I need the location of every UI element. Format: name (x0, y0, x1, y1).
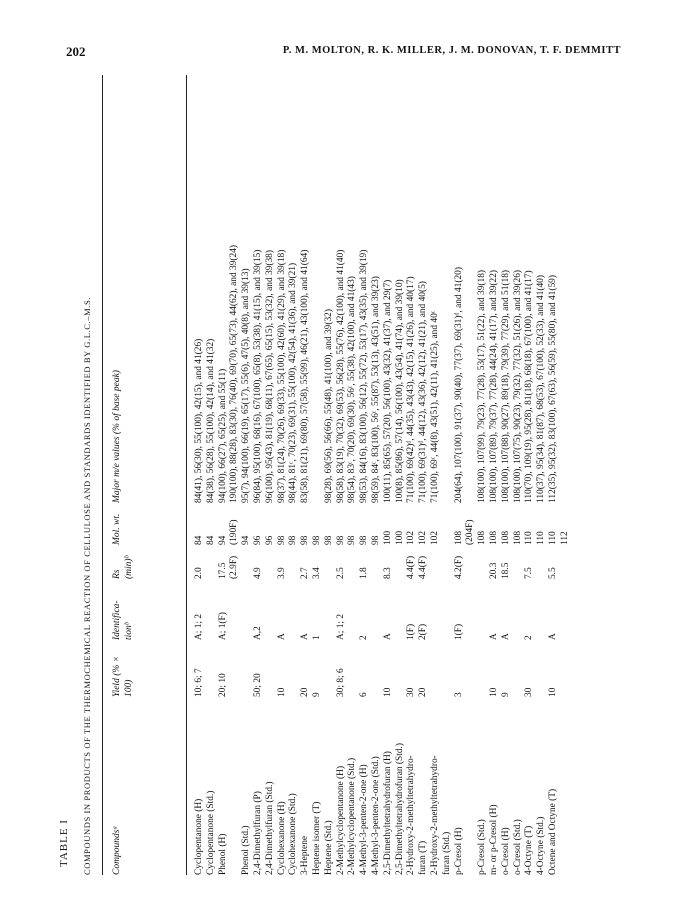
compound-cell: Cyclohexanone (H) (276, 801, 287, 875)
compound-cell: 2,4-Dimethylfuran (P) (252, 791, 263, 875)
mol-wt-cell: 100 (382, 530, 393, 545)
header-rs: Rs (min)ᵇ (112, 555, 134, 579)
page-number: 202 (66, 44, 86, 59)
table-row (418, 75, 430, 875)
identification-cell: A (488, 633, 499, 640)
compound-cell: 2,5-Dimethyltetrahydrofuran (H) (382, 751, 393, 875)
rs-cell: 4.4(F) (406, 555, 417, 579)
compound-cell: Cyclohexanone (Std.) (288, 793, 299, 875)
mol-wt-cell: 98 (323, 535, 334, 545)
compound-cell: 4-Methyl-3-penten-2-one (Std.) (370, 756, 381, 875)
mol-wt-cell: 110 (524, 531, 535, 545)
identification-cell: A,2 (252, 626, 263, 640)
table-row (277, 75, 289, 875)
compound-cell: 3-Heptene (300, 835, 311, 875)
mol-wt-cell: 96 (252, 535, 263, 545)
yield-cell: 20; 10 (217, 673, 228, 697)
mz-cell: 110(37), 95(34), 81(87), 68(53), 67(100), 52(33), and 41(40) (536, 275, 547, 503)
header-identification: Identifica-tionᵇ (112, 600, 134, 640)
mz-cell: 100(11), 85(65), 57(20), 56(100), 43(32), 41(37), and 29(7) (382, 279, 393, 503)
table-row (300, 75, 312, 875)
mol-wt-cell: 84 (205, 535, 216, 545)
rs-cell: 8.3 (382, 567, 393, 579)
compound-cell: 2,5-Dimethyltetrahydrofuran (Std.) (394, 743, 405, 875)
rs-cell: 1.8 (359, 567, 370, 579)
yield-cell: 10 (488, 687, 499, 697)
yield-cell: 10; 6; 7 (194, 668, 204, 697)
mol-wt-cell: 110 (547, 531, 558, 545)
compound-cell: furan (Std.) (441, 831, 452, 875)
compound-cell: 2-Hydroxy-2-methyltetrahydro- (406, 755, 417, 875)
yield-cell: 30 (524, 687, 535, 697)
mz-cell: 71(100), 69ᶜ, 44(8), 43(51), 42(11), 41(25), and 40ᶜ (429, 310, 440, 503)
mol-wt-cell: 98 (288, 535, 299, 545)
rs-cell: 17.5 (217, 562, 228, 579)
compound-cell: 2,4-Dimethylfuran (Std.) (264, 781, 275, 875)
mol-wt-cell: 98 (370, 535, 381, 545)
table-row (288, 75, 300, 875)
mz-cell: 96(84), 95(100), 68(16), 67(100), 65(8), 53(38), 41(15), and 39(15) (252, 249, 263, 503)
header-mz: Major m/e values (% of base peak) (112, 370, 122, 503)
mol-wt-cell: 94 (217, 535, 228, 545)
mz-cell: 96(100), 95(43), 81(19), 68(11), 67(65), 65(15), 53(32), and 39(38) (264, 250, 275, 503)
mol-wt-cell: (190F) (229, 519, 240, 545)
mol-wt-cell: 108 (488, 530, 499, 545)
mz-cell: 190(100), 88(28), 83(30), 76(40), 69(70), 65(73), 44(62), and 39(24) (229, 244, 240, 503)
rs-cell: 2.5 (335, 567, 346, 579)
mz-cell: 98(37), 81(24), 70(26), 69(33), 55(100), 42(60), 41(29), and 39(18) (276, 249, 287, 503)
table-row (477, 75, 489, 875)
identification-cell: A (300, 633, 311, 640)
header-rule (186, 75, 187, 875)
yield-cell: 3 (453, 692, 464, 697)
table-row (383, 75, 395, 875)
mol-wt-cell: 102 (406, 530, 417, 545)
yield-cell: 20 (418, 687, 429, 697)
mz-cell: 204(64), 107(100), 91(37), 90(40), 77(37), 69(31)ᵈ, and 41(20) (453, 267, 464, 503)
mz-cell: 98(53), 84(16), 83(100), 56(12), 55(72), 53(17), 43(35), and 39(19) (359, 249, 370, 503)
table-row (194, 75, 206, 875)
mol-wt-cell: 98 (347, 535, 358, 545)
mz-cell: 83(58), 81(21), 69(80), 57(58), 55(99), 46(21), 43(100), and 41(64) (300, 249, 311, 503)
running-head (0, 44, 681, 64)
table-row (265, 75, 277, 875)
rs-cell: 2.7 (300, 567, 311, 579)
table-top-rule (102, 75, 103, 875)
author-line: P. M. MOLTON, R. K. MILLER, J. M. DONOVAN, T. F. DEMMITT (282, 45, 621, 56)
table-row (336, 75, 348, 875)
table-row (560, 75, 572, 875)
table-row (206, 75, 218, 875)
identification-cell: 2(F) (418, 623, 429, 640)
rs-cell: (2.9F) (229, 555, 240, 579)
rs-cell: 5.5 (547, 567, 558, 579)
table-row (489, 75, 501, 875)
mol-wt-cell: 84 (194, 535, 204, 545)
table-label: TABLE I (58, 819, 70, 867)
mol-wt-cell: 110 (536, 531, 547, 545)
yield-cell: 20 (300, 687, 311, 697)
mol-wt-cell: 108 (453, 530, 464, 545)
rs-cell: 4.9 (252, 567, 263, 579)
rs-cell: 3.9 (276, 567, 287, 579)
compound-cell: Cyclopentanone (Std.) (205, 790, 216, 875)
compound-cell: 2-Methylcyclopentanone (H) (335, 765, 346, 875)
compound-cell: 4-Methyl-3-penten-2-one (H) (359, 764, 370, 875)
table-row (324, 75, 336, 875)
compound-cell: p-Cresol (H) (453, 827, 464, 875)
mz-cell: 71(100), 69(42)ᵈ, 44(35), 43(43), 42(15), 41(26), and 40(17) (406, 276, 417, 503)
compound-cell: Cyclopentanone (H) (194, 798, 204, 875)
table-row (524, 75, 536, 875)
compound-cell: 4-Octyne (Std.) (536, 816, 547, 875)
yield-cell: 9 (311, 692, 322, 697)
mz-cell: 95(7), 94(100), 66(19), 65(17), 55(6), 47(5), 40(8), and 39(13) (241, 268, 252, 503)
mol-wt-cell: 94 (241, 535, 252, 545)
mz-cell: 108(100), 107(89), 79(37), 77(28), 44(24), 41(17), and 39(22) (488, 269, 499, 503)
table-row (501, 75, 513, 875)
rs-cell: 7.5 (524, 567, 535, 579)
mol-wt-cell: 108 (500, 530, 511, 545)
identification-cell: A; 1(F) (217, 612, 228, 640)
yield-cell: 9 (500, 692, 511, 697)
mz-cell: 98(58), 83(19), 70(32), 69(53), 56(28), 55(76), 42(100), and 41(40) (335, 249, 346, 503)
yield-cell: 10 (276, 687, 287, 697)
identification-cell: A; 1; 2 (194, 613, 204, 640)
rs-cell: 4.4(F) (418, 555, 429, 579)
mol-wt-cell: 100 (394, 530, 405, 545)
compound-cell: 2-Hydroxy-2-methyltetrahydro- (429, 755, 440, 875)
mz-cell: 98(44), 81ᶜ, 70(23), 69(31), 55(100), 42(54), 41(36), and 39(21) (288, 262, 299, 503)
compound-cell: o-Cresol (Std.) (512, 819, 523, 875)
compound-cell: p-Cresol (Std.) (477, 819, 488, 875)
identification-cell: A; 1; 2 (335, 613, 346, 640)
identification-cell: 2 (524, 635, 535, 640)
mz-cell: 98(59), 84ᶜ, 83(100), 56ᶜ, 55(87), 53(13), 43(51), and 39(23) (370, 276, 381, 503)
table-row (312, 75, 324, 875)
table-row (442, 75, 454, 875)
table-title: COMPOUNDS IN PRODUCTS OF THE THERMOCHEMICAL REACTION OF CELLULOSE AND STANDARDS IDENTIFIED BY G.L.C.–M.S. (82, 296, 92, 875)
mz-cell: 98(54), 83ᶜ, 70(20), 69(30), 56ᶜ, 55(38), 42(100), and 41(43) (347, 276, 358, 503)
rs-cell: 20.3 (488, 562, 499, 579)
mol-wt-cell: 102 (418, 530, 429, 545)
table-row (359, 75, 371, 875)
identification-cell: 1(F) (453, 623, 464, 640)
mz-cell: 108(100), 107(88), 90(27), 89(18), 79(39), 77(29), and 51(18) (500, 269, 511, 503)
table-row (371, 75, 383, 875)
mz-cell: 110(70), 109(19), 95(28), 81(18), 68(18), 67(100), and 41(17) (524, 270, 535, 503)
header-mol-wt: Mol. wt. (112, 513, 122, 545)
compound-cell: furan (T) (418, 840, 429, 875)
identification-cell: A (547, 633, 558, 640)
rotated-table (58, 75, 578, 875)
rs-cell: 3.4 (311, 567, 322, 579)
mz-cell: 84(41), 56(30), 55(100), 42(15), and 41(26) (194, 338, 204, 503)
yield-cell: 10 (547, 687, 558, 697)
rs-cell: 4.2(F) (453, 555, 464, 579)
compound-cell: o-Cresol (H) (500, 827, 511, 875)
compound-cell: m- or p-Cresol (H) (488, 804, 499, 875)
mol-wt-cell: 98 (311, 535, 322, 545)
table-row (513, 75, 525, 875)
mol-wt-cell: 108 (477, 530, 488, 545)
identification-cell: 2 (359, 635, 370, 640)
yield-cell: 6 (359, 692, 370, 697)
table-row (253, 75, 265, 875)
table-row (218, 75, 230, 875)
table-row (241, 75, 253, 875)
mz-cell: 100(8), 85(86), 57(14), 56(100), 43(54), 41(74), and 39(10) (394, 279, 405, 503)
rs-cell: 18.5 (500, 562, 511, 579)
compound-cell: 4-Octyne (T) (524, 825, 535, 875)
yield-cell: 30 (406, 687, 417, 697)
header-yield: Yield (% × 100) (112, 655, 134, 697)
mol-wt-cell: 108 (512, 530, 523, 545)
table-row (430, 75, 442, 875)
table-row (465, 75, 477, 875)
compound-cell: Heptene isomer (T) (311, 801, 322, 875)
mz-cell: 112(35), 95(32), 83(100), 67(63), 56(59), 55(80), and 41(59) (547, 275, 558, 503)
mol-wt-cell: 98 (276, 535, 287, 545)
compound-cell: Heptene (Std.) (323, 820, 334, 875)
mol-wt-cell: 98 (300, 535, 311, 545)
compound-cell: Octene and Octyne (T) (547, 788, 558, 875)
mol-wt-cell: (204F) (465, 519, 476, 545)
mol-wt-cell: 96 (264, 535, 275, 545)
table-row (395, 75, 407, 875)
mz-cell: 84(38), 56(28), 55(100), 42(14), and 41(32) (205, 338, 216, 503)
yield-cell: 30; 8; 6 (335, 668, 346, 697)
mz-cell: 94(100), 66(27), 65(25), and 55(11) (217, 368, 228, 503)
mz-cell: 98(28), 69(56), 56(66), 55(48), 41(100), and 39(32) (323, 309, 334, 503)
mol-wt-cell: 112 (559, 531, 570, 545)
table-row (406, 75, 418, 875)
mol-wt-cell: 98 (359, 535, 370, 545)
table-row (548, 75, 560, 875)
compound-cell: Phenol (H) (217, 833, 228, 875)
identification-cell: 1(F) (406, 623, 417, 640)
identification-cell: A (276, 633, 287, 640)
rs-cell: 2.0 (194, 567, 204, 579)
table-row (454, 75, 466, 875)
yield-cell: 50; 20 (252, 673, 263, 697)
table-row (347, 75, 359, 875)
mol-wt-cell: 102 (429, 530, 440, 545)
table-row (229, 75, 241, 875)
mol-wt-cell: 98 (335, 535, 346, 545)
table-body (194, 75, 572, 875)
identification-cell: 1 (311, 635, 322, 640)
yield-cell: 10 (382, 687, 393, 697)
identification-cell: A (500, 633, 511, 640)
mz-cell: 108(100), 107(99), 79(23), 77(28), 53(17), 51(22), and 39(18) (477, 269, 488, 503)
mz-cell: 71(100), 69(31)ᵈ, 44(12), 43(36), 42(12), 41(21), and 40(5) (418, 281, 429, 503)
header-compounds: Compoundsᵃ (112, 825, 122, 875)
identification-cell: A (382, 633, 393, 640)
compound-cell: Phenol (Std.) (241, 825, 252, 875)
compound-cell: 2-Methylcyclopentanone (Std.) (347, 757, 358, 875)
mz-cell: 108(100), 107(75), 90(23), 79(32), 77(32), 51(26), and 39(26) (512, 269, 523, 503)
table-row (536, 75, 548, 875)
